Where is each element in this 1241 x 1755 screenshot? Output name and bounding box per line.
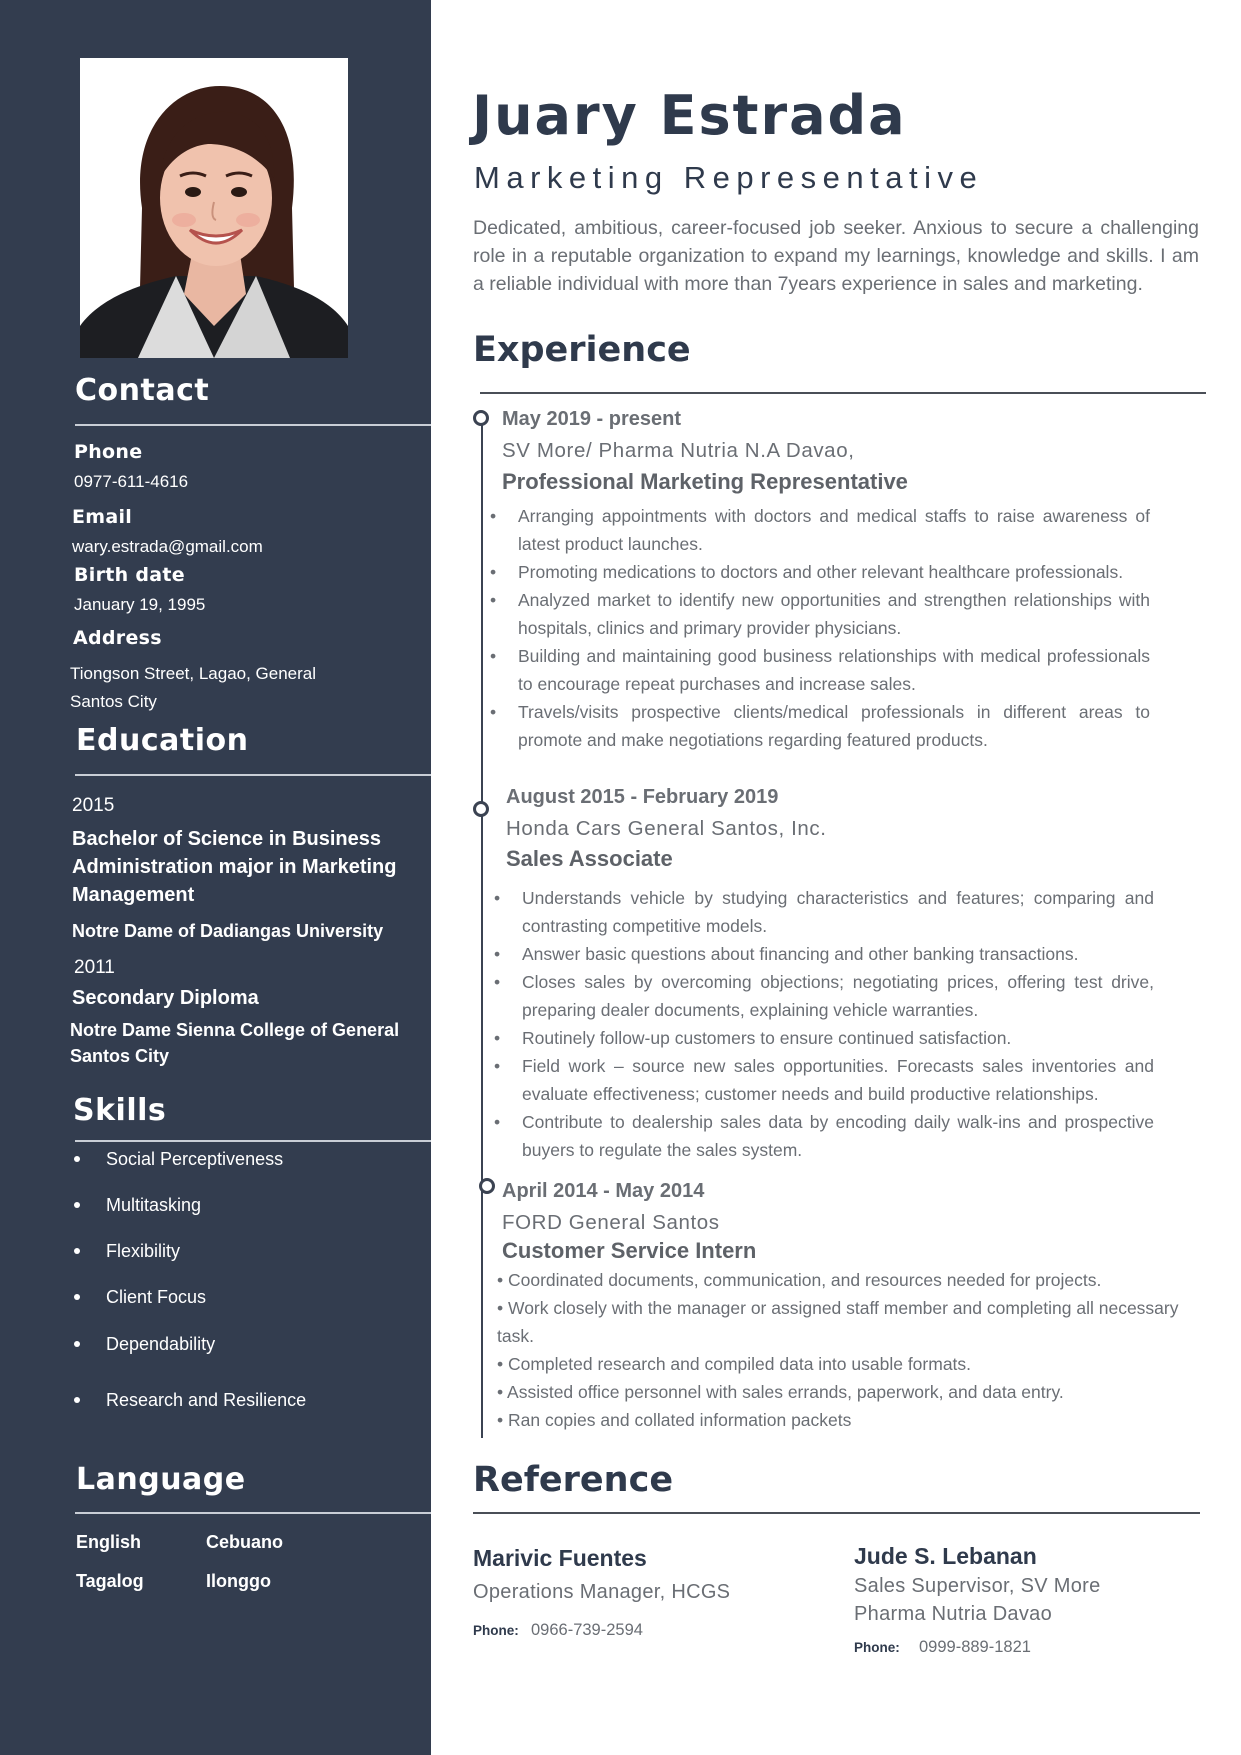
candidate-role: Marketing Representative xyxy=(474,160,984,195)
job-title: Sales Associate xyxy=(506,846,673,871)
bullet-icon xyxy=(74,1294,80,1300)
job-date: April 2014 - May 2014 xyxy=(502,1180,705,1202)
job-duties xyxy=(494,884,1154,1164)
language-item: English xyxy=(76,1532,142,1552)
duty-item: • Understands vehicle by studying characteristics and features; comparing and contrasting competitive models. xyxy=(494,884,1154,940)
duty-item: • Assisted office personnel with sales errands, paperwork, and data entry. xyxy=(497,1382,1064,1402)
birth-date-value: January 19, 1995 xyxy=(74,595,206,614)
bullet-icon xyxy=(74,1202,80,1208)
sidebar: Contact Phone 0977-611-4616 Email wary.estrada@gmail.com Birth date January 19, 1995 Address Tiongson Street, Lagao, General Santos City Education 2015 Bachelor of Science in Business Administration major in Marketing Management Notre Dame of Dadiangas University 2011 Secondary Diploma Notre Dame Sienna College of General Santos City Skills Social Perceptiveness Multitasking Flexibility Client Focus Dependability Research and Resilience Language English Cebuano Tagalog Ilonggo xyxy=(0,0,431,1755)
duty-item: • Work closely with the manager or assigned staff member and completing all necessary task. xyxy=(497,1298,1179,1346)
address-label: Address xyxy=(73,627,162,649)
reference-name: Jude S. Lebanan xyxy=(854,1543,1037,1569)
reference-phone-label: Phone: xyxy=(854,1640,900,1655)
language-item: Cebuano xyxy=(206,1532,284,1552)
timeline-dot-icon xyxy=(473,410,489,426)
duty-item: • Promoting medications to doctors and other relevant healthcare professionals. xyxy=(490,558,1150,586)
education-degree: Bachelor of Science in Business Administration major in Marketing Management xyxy=(72,828,397,906)
duty-item: • Routinely follow-up customers to ensure continued satisfaction. xyxy=(494,1024,1154,1052)
education-school: Notre Dame of Dadiangas University xyxy=(72,921,384,941)
timeline-dot-icon xyxy=(479,1178,495,1194)
phone-value: 0977-611-4616 xyxy=(74,472,189,491)
profile-summary: Dedicated, ambitious, career-focused job seeker. Anxious to secure a challenging role in a reputable organization to expand my learnings, knowledge and skills. I am a reliable individual with more than 7years experience in sales and marketing. xyxy=(473,217,1199,295)
candidate-name: Juary Estrada xyxy=(472,84,907,147)
job-duties xyxy=(490,502,1150,754)
address-line-1: Tiongson Street, Lagao, General xyxy=(70,664,317,683)
phone-label: Phone xyxy=(74,441,143,463)
experience-heading: Experience xyxy=(473,330,691,370)
duty-item: • Analyzed market to identify new opportunities and strengthen relationships with hospitals, clinics and primary provider physicians. xyxy=(490,586,1150,642)
reference-divider xyxy=(473,1512,1200,1514)
email-value: wary.estrada@gmail.com xyxy=(72,537,263,556)
bullet-icon xyxy=(74,1156,80,1162)
job-title: Customer Service Intern xyxy=(502,1238,757,1263)
education-degree: Secondary Diploma xyxy=(72,987,259,1009)
job-date: May 2019 - present xyxy=(502,408,681,430)
duty-item: • Closes sales by overcoming objections; negotiating prices, offering test drive, preparing dealer documents, explaining vehicle warranties. xyxy=(494,968,1154,1024)
duty-item: • Coordinated documents, communication, and resources needed for projects. xyxy=(497,1270,1102,1290)
contact-divider xyxy=(75,424,431,426)
address-line-2: Santos City xyxy=(70,692,157,711)
job-company: SV More/ Pharma Nutria N.A Davao, xyxy=(502,439,855,462)
reference-phone: 0966-739-2594 xyxy=(531,1621,643,1639)
job-company: FORD General Santos xyxy=(502,1211,720,1234)
job-duties xyxy=(497,1266,1197,1434)
language-item: Ilonggo xyxy=(206,1571,271,1591)
experience-divider xyxy=(480,392,1206,394)
reference-phone: 0999-889-1821 xyxy=(919,1638,1031,1656)
reference-phone-label: Phone: xyxy=(473,1623,519,1638)
language-item: Tagalog xyxy=(76,1571,144,1591)
duty-item: • Contribute to dealership sales data by encoding daily walk-ins and prospective buyers to regulate the sales system. xyxy=(494,1108,1154,1164)
reference-name: Marivic Fuentes xyxy=(473,1545,647,1571)
duty-item: • Travels/visits prospective clients/medical professionals in different areas to promote and make negotiations regarding featured products. xyxy=(490,698,1150,754)
language-heading: Language xyxy=(76,1462,246,1497)
job-company: Honda Cars General Santos, Inc. xyxy=(506,817,827,840)
duty-item: • Field work – source new sales opportunities. Forecasts sales inventories and evaluate effectiveness; customer needs and build productive relationships. xyxy=(494,1052,1154,1108)
job-date: August 2015 - February 2019 xyxy=(506,786,779,808)
duty-item: • Completed research and compiled data into usable formats. xyxy=(497,1354,972,1374)
education-year: 2011 xyxy=(74,957,115,978)
education-school: Notre Dame Sienna College of General Santos City xyxy=(70,1020,400,1066)
education-divider xyxy=(75,774,431,776)
reference-role: Operations Manager, HCGS xyxy=(473,1581,731,1603)
duty-item: • Ran copies and collated information packets xyxy=(497,1410,852,1430)
language-divider xyxy=(75,1512,431,1514)
duty-item: • Building and maintaining good business relationships with medical professionals to encourage repeat purchases and increase sales. xyxy=(490,642,1150,698)
email-label: Email xyxy=(72,506,133,528)
bullet-icon xyxy=(74,1248,80,1254)
timeline-line xyxy=(481,420,483,1438)
profile-photo xyxy=(80,58,348,358)
education-heading: Education xyxy=(76,723,249,758)
reference-heading: Reference xyxy=(473,1460,674,1500)
job-title: Professional Marketing Representative xyxy=(502,469,908,494)
bullet-icon xyxy=(74,1341,80,1347)
duty-item: • Answer basic questions about financing and other banking transactions. xyxy=(494,940,1154,968)
bullet-icon xyxy=(74,1397,80,1403)
timeline-dot-icon xyxy=(473,801,489,817)
skills-heading: Skills xyxy=(73,1093,167,1128)
education-year: 2015 xyxy=(72,795,115,816)
duty-item: • Arranging appointments with doctors and medical staffs to raise awareness of latest product launches. xyxy=(490,502,1150,558)
reference-role: Sales Supervisor, SV More Pharma Nutria Davao xyxy=(854,1575,1101,1625)
birth-date-label: Birth date xyxy=(74,564,185,586)
contact-heading: Contact xyxy=(75,373,210,408)
skills-divider xyxy=(75,1140,431,1142)
